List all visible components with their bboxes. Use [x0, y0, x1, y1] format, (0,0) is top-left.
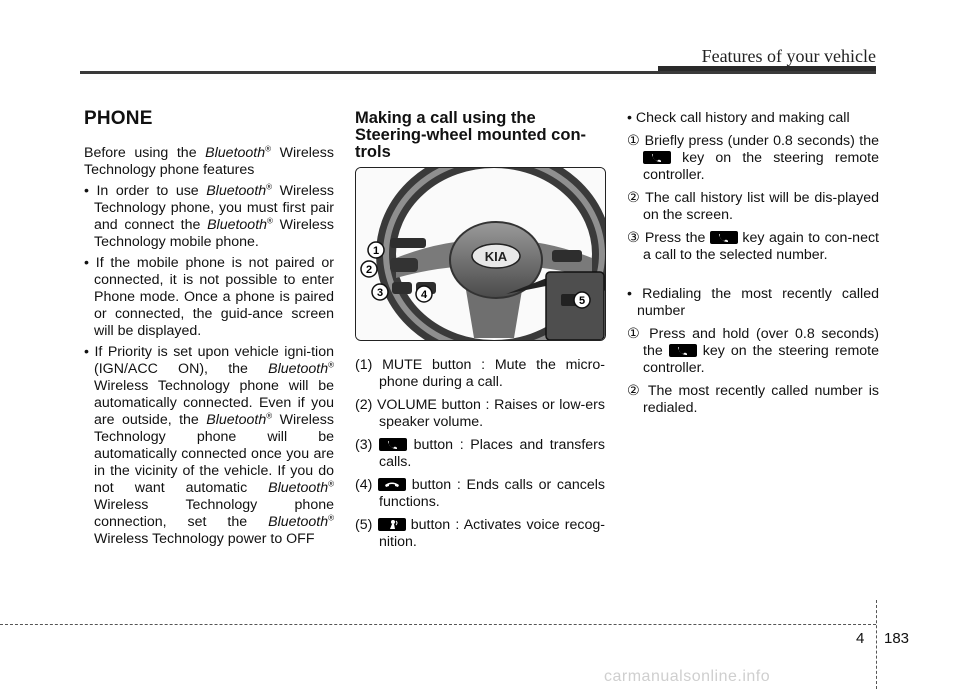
- item-volume: (2) VOLUME button : Raises or low-ers speaker volume.: [355, 397, 605, 430]
- step-text: key on the steering remote controller.: [643, 150, 879, 183]
- footer-rule: [0, 624, 876, 625]
- call-key-icon: [669, 344, 697, 357]
- step-text: The most recently called number is redialed.: [643, 383, 879, 416]
- item-text: button : Places and transfers calls.: [379, 437, 605, 470]
- kia-logo: KIA: [484, 249, 508, 264]
- step-text: Press the: [644, 230, 710, 246]
- callout-3: [372, 284, 388, 300]
- item-text: button : Ends calls or cancels functions.: [379, 477, 605, 510]
- bullet-priority: • If Priority is set upon vehicle igni-tion (IGN/ACC ON), the Bluetooth® Wireless Technology phone will be automatically connected. Even if you are outside, the Bluetooth® Wireless Technology phone will be automatically connected once you are in the vicinity of the vehicle. If you do not want automatic Bluetooth® Wireless Technology phone connection, set the Bluetooth® Wireless Technology power to OFF: [84, 344, 334, 547]
- bullet-text: Wireless Technology phone will be automatically connected once you are in the vicinity of the vehicle. If you do not want automatic: [94, 412, 334, 496]
- column-phone: [84, 110, 334, 548]
- item-end: [355, 477, 605, 511]
- registered-mark: ®: [266, 411, 273, 421]
- bullet-call-history: • Check call history and making call: [627, 110, 850, 126]
- redial-step-1: [627, 326, 879, 377]
- bullet-text: If the mobile phone is not paired or connected, it is not possible to enter Phone mode. Once a phone is paired or connected, the guid-ance screen will be displayed.: [94, 255, 334, 339]
- callout-2: [361, 261, 377, 277]
- item-text: button : Activates voice recog-nition.: [379, 517, 605, 550]
- bullet-redial: • Redialing the most recently called number: [627, 286, 879, 319]
- header-title: Features of your vehicle: [701, 46, 876, 66]
- registered-mark: ®: [267, 216, 273, 226]
- end-call-key-icon: [378, 478, 406, 491]
- step-number: ②: [627, 383, 642, 399]
- item-prefix: (4): [355, 477, 373, 493]
- brand-bluetooth: Bluetooth: [268, 480, 329, 496]
- call-button-graphic: [392, 282, 412, 294]
- callout-2-label: 2: [365, 264, 373, 276]
- step-3: [627, 230, 879, 264]
- call-key-icon: [643, 151, 671, 164]
- chapter-number: 4: [856, 630, 865, 647]
- brand-bluetooth: Bluetooth: [268, 361, 329, 377]
- item-prefix: (3): [355, 437, 373, 453]
- brand-bluetooth: Bluetooth: [268, 514, 329, 530]
- section-title: PHONE: [84, 108, 153, 129]
- callout-5: [574, 292, 590, 308]
- header-rule: [80, 71, 876, 74]
- brand-bluetooth: Bluetooth: [206, 183, 267, 199]
- item-call: [355, 437, 605, 471]
- step-2: [627, 190, 879, 224]
- steering-wheel-illustration: [356, 168, 605, 340]
- callout-3-label: 3: [376, 287, 384, 299]
- redial-step-2: [627, 383, 879, 417]
- bullet-text: Wireless Technology phone, you must first pair and connect the: [94, 183, 334, 233]
- registered-mark: ®: [266, 182, 273, 192]
- callout-4: [416, 286, 432, 302]
- steering-wheel-figure: [355, 167, 606, 341]
- column-call-history: [627, 110, 879, 417]
- page-number: 183: [884, 630, 910, 647]
- bullet-text: Redialing the most recently called number: [637, 286, 879, 319]
- subsection-title: Making a call using the Steering-wheel mounted con-trols: [355, 109, 587, 161]
- bullet-text: Wireless Technology phone will be automatically connected. Even if you are outside, the: [94, 378, 334, 428]
- intro-text-b: Wireless Technology phone features: [84, 145, 334, 178]
- bullet-text: If Priority is set upon vehicle igni-tion (IGN/ACC ON), the: [94, 344, 334, 377]
- step-text: Briefly press (under 0.8 seconds) the: [644, 133, 879, 149]
- callout-1: [368, 242, 384, 258]
- bullet-text: Wireless Technology power to OFF: [94, 531, 315, 547]
- call-key-icon: [379, 438, 407, 451]
- item-prefix: (5): [355, 517, 373, 533]
- volume-button-graphic: [390, 258, 418, 272]
- step-text: Press and hold (over 0.8 seconds) the: [643, 326, 879, 359]
- mute-button-graphic: [390, 238, 426, 248]
- step-number: ②: [627, 190, 641, 206]
- callout-1-label: 1: [372, 245, 380, 257]
- step-number: ①: [627, 133, 641, 149]
- bullet-pairing: • In order to use Bluetooth® Wireless Technology phone, you must first pair and connect the Bluetooth® Wireless Technology mobile phone.: [84, 182, 334, 250]
- step-text: key on the steering remote controller.: [643, 343, 879, 376]
- registered-mark: ®: [265, 144, 272, 154]
- registered-mark: ®: [328, 360, 334, 370]
- step-number: ①: [627, 326, 643, 342]
- brand-bluetooth: Bluetooth: [205, 145, 266, 161]
- step-number: ③: [627, 230, 641, 246]
- step-text: The call history list will be dis-played on the screen.: [643, 190, 879, 223]
- intro-text-a: Before using the: [84, 145, 206, 161]
- bullet-text: In order to use: [96, 183, 207, 199]
- registered-mark: ®: [328, 513, 334, 523]
- registered-mark: ®: [328, 479, 334, 489]
- brand-bluetooth: Bluetooth: [207, 217, 268, 233]
- item-voice: [355, 517, 605, 551]
- bullet-text: Wireless Technology mobile phone.: [94, 217, 334, 250]
- voice-recognition-icon: [378, 518, 406, 531]
- bullet-text: Wireless Technology phone connection, set the: [94, 497, 334, 530]
- item-mute: (1) MUTE button : Mute the micro-phone during a call.: [355, 357, 605, 390]
- watermark: carmanualsonline.info: [604, 668, 771, 685]
- callout-5-label: 5: [578, 295, 586, 307]
- column-steering-controls: [355, 110, 605, 557]
- step-1: [627, 133, 879, 184]
- callout-4-label: 4: [420, 289, 428, 301]
- call-key-icon: [710, 231, 738, 244]
- footer-divider: [876, 600, 877, 689]
- bullet-not-paired: • If the mobile phone is not paired or connected, it is not possible to enter Phone mode. Once a phone is paired or connected, the guid-ance screen will be displayed.: [84, 255, 334, 339]
- step-text: key again to con-nect a call to the selected number.: [643, 230, 879, 263]
- intro-paragraph: [84, 145, 334, 179]
- brand-bluetooth: Bluetooth: [206, 412, 267, 428]
- bullet-text: Check call history and making call: [635, 110, 850, 126]
